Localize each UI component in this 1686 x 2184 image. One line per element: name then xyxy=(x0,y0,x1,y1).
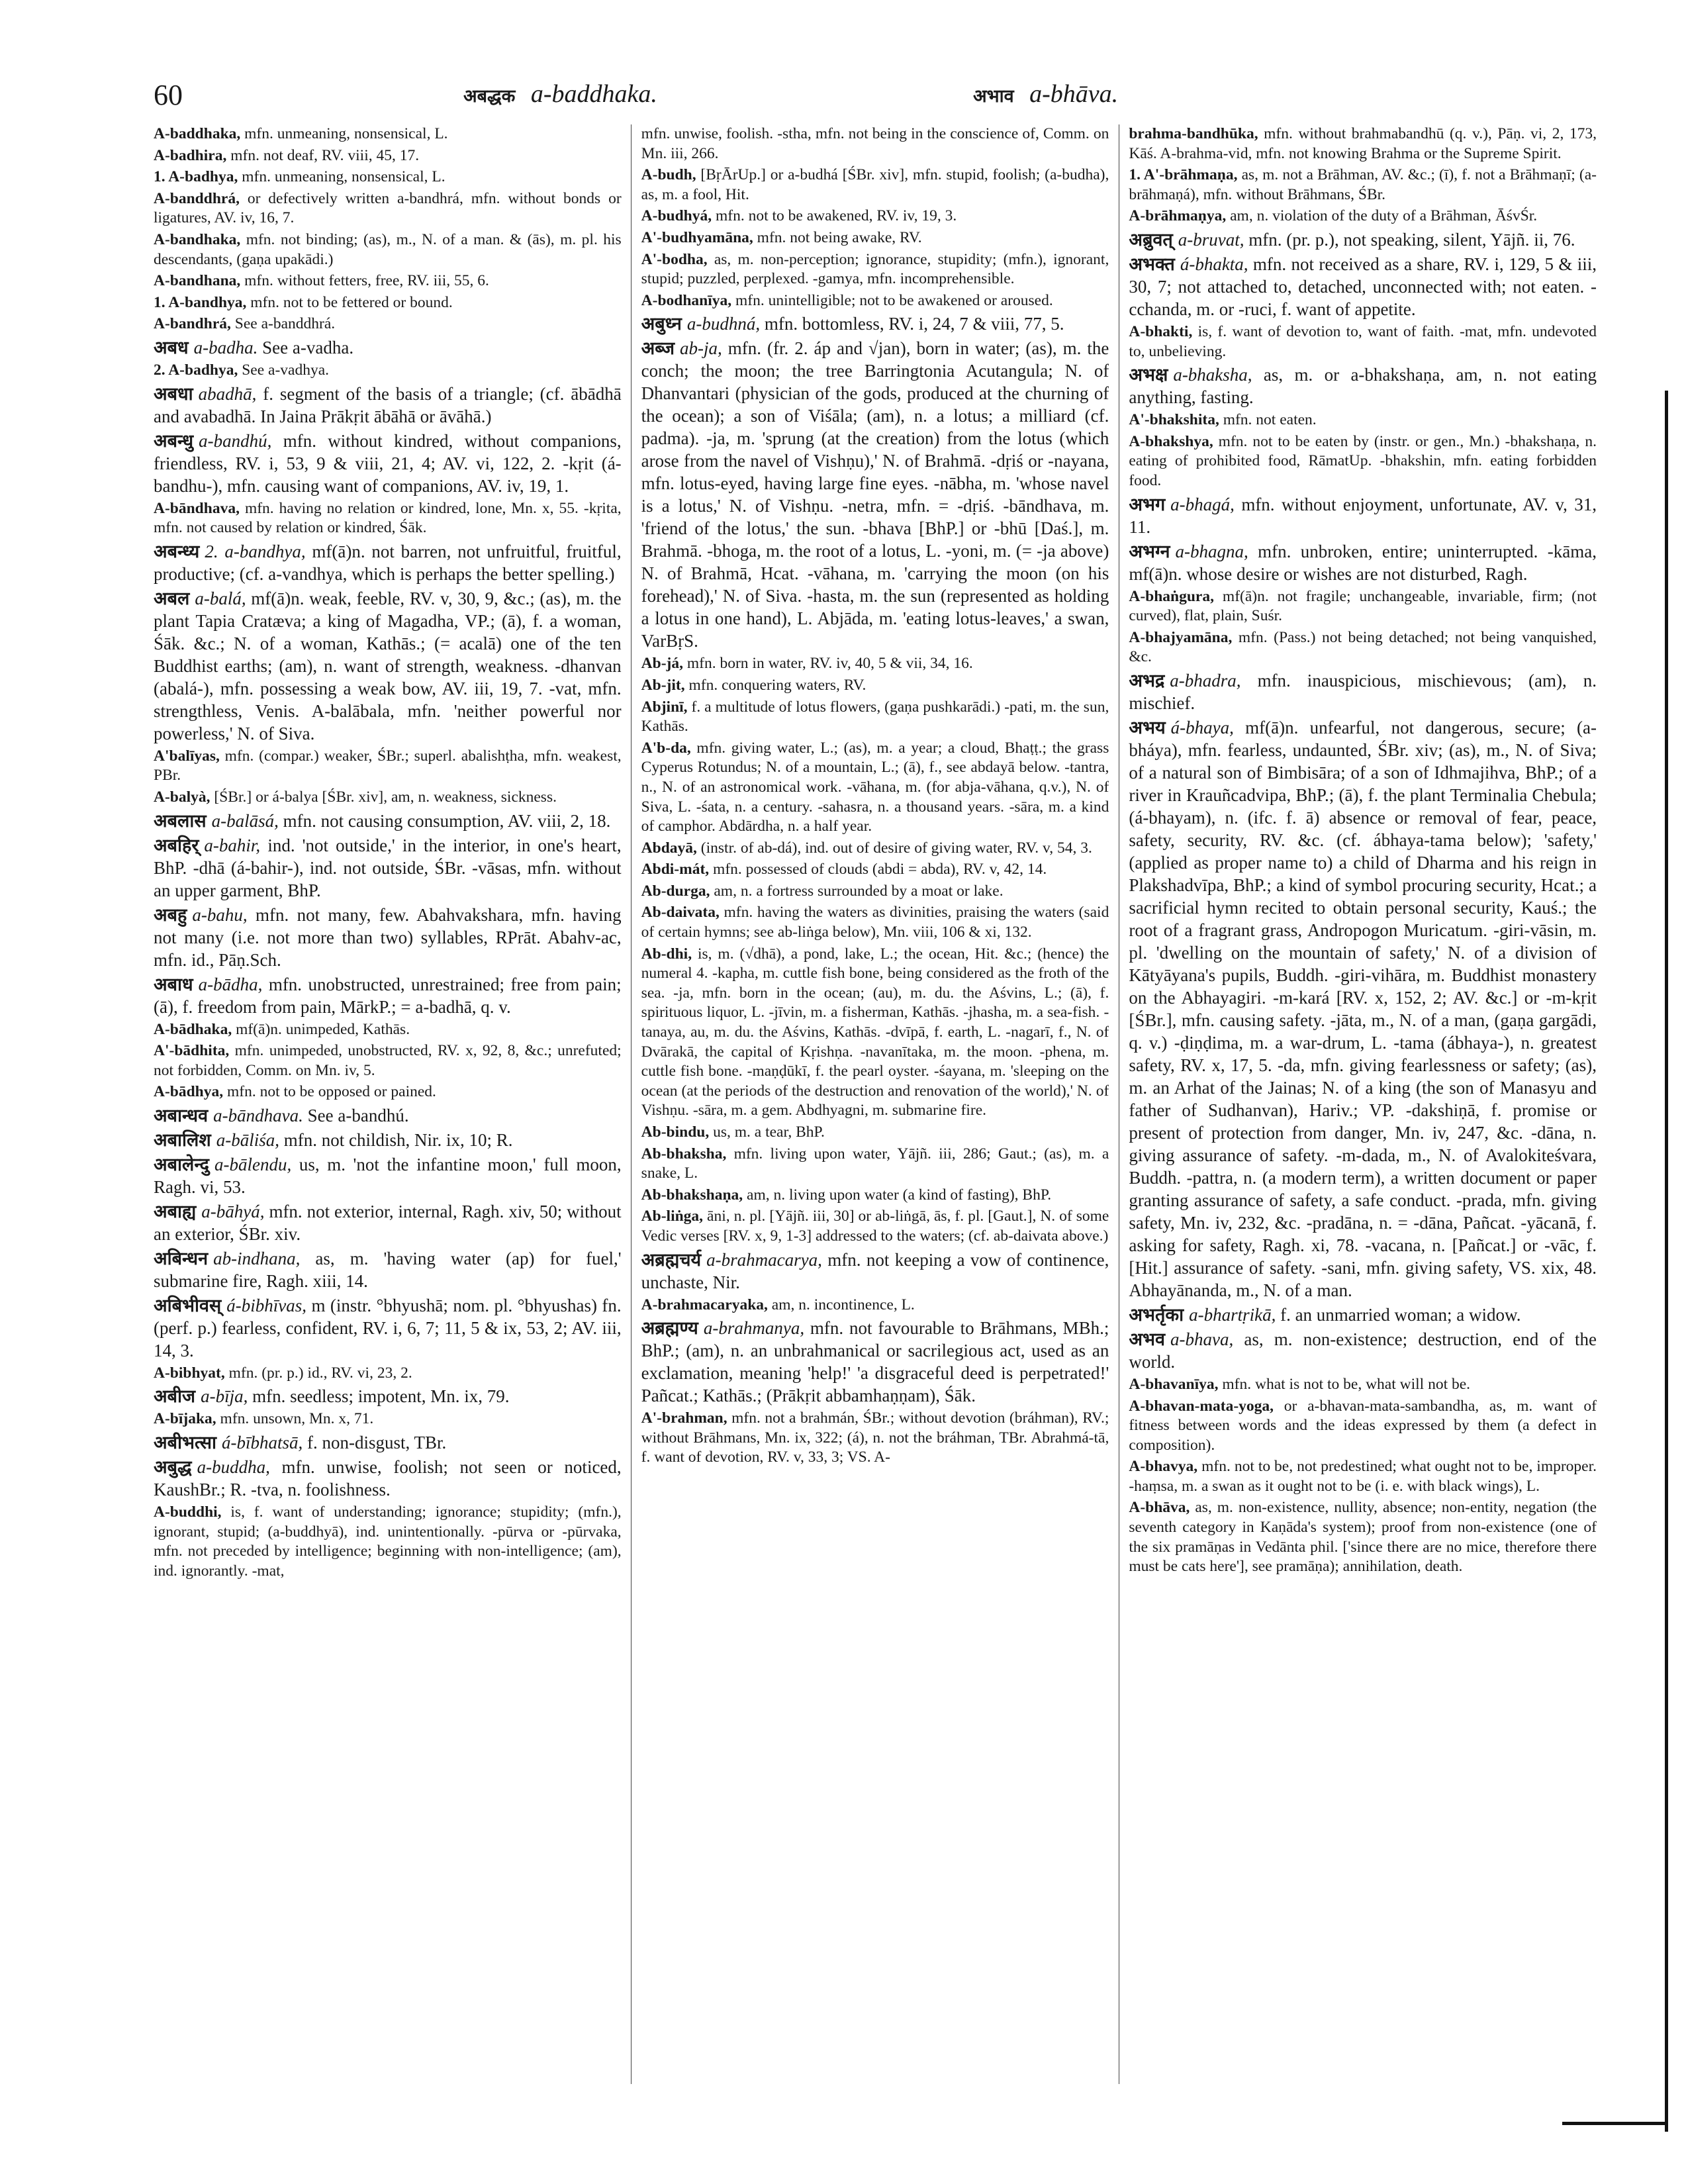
entry-definition: mfn. unimpeded, unobstructed, RV. x, 92, 8, &c.; unrefuted; not forbidden, Comm. on Mn. iv, 5. xyxy=(154,1042,622,1079)
entry-definition: [ŚBr.] or á-balya [ŚBr. xiv], am, n. weakness, sickness. xyxy=(214,788,557,806)
entry-transliteration: a-bādha, xyxy=(198,974,269,994)
entry-definition: f. non-disgust, TBr. xyxy=(307,1433,447,1453)
entry-devanagari: अबहु xyxy=(154,904,187,925)
entry-transliteration: a-brahmanya, xyxy=(703,1318,810,1339)
entry-transliteration: a-balāsá, xyxy=(211,810,283,831)
dictionary-entry xyxy=(1129,1304,1597,1326)
running-head-left-devanagari: अबद्धक xyxy=(463,86,516,106)
entry-definition: mfn. unobstructed, unrestrained; free from pain; (ā), f. freedom from pain, MārkP.; = a-badhā, q. v. xyxy=(154,974,622,1017)
dictionary-entry xyxy=(154,1020,622,1040)
entry-headword: A-bhavan-mata-yoga, xyxy=(1129,1397,1284,1415)
dictionary-entry xyxy=(154,747,622,786)
entry-headword: A-bhāva, xyxy=(1129,1499,1195,1517)
dictionary-entry xyxy=(154,540,622,585)
dictionary-entry xyxy=(641,839,1109,859)
dictionary-entry xyxy=(154,973,622,1018)
entry-transliteration: ab-indhana, xyxy=(213,1248,316,1268)
entry-definition: mfn. not a brahmán, ŚBr.; without devotion (bráhman), RV.; without Brāhmans, Mn. ix, 322; (á), n. not the bráhman, TBr. Abrahmá-tā, f. want of devotion, RV. v, 33, 3; VS. A- xyxy=(641,1409,1109,1466)
dictionary-entry xyxy=(641,1249,1109,1294)
dictionary-entry xyxy=(154,1129,622,1151)
entry-definition: as, m. or a-bhakshaṇa, am, n. not eating anything, fasting. xyxy=(1129,365,1597,408)
entry-definition: See a-banddhrá. xyxy=(234,315,336,333)
entry-transliteration: a-bhava, xyxy=(1170,1329,1244,1349)
entry-headword: A-bāndhava, xyxy=(154,499,245,517)
entry-headword: A-bandhana, xyxy=(154,272,245,290)
entry-transliteration: a-bhagá, xyxy=(1170,494,1242,514)
entry-definition: as, m. not a Brāhman, AV. &c.; (ī), f. not a Brāhmaṇī; (a-brāhmaṇá), mfn. without Brāhmans, ŚBr. xyxy=(1129,166,1597,203)
entry-definition: mfn. not to be opposed or pained. xyxy=(227,1083,436,1101)
dictionary-entry xyxy=(154,810,622,832)
entry-headword: A-budh, xyxy=(641,166,701,184)
entry-definition: mfn. possessed of clouds (abdi = abda), RV. v, 42, 14. xyxy=(713,861,1047,878)
entry-definition: mfn. not keeping a vow of continence, unchaste, Nir. xyxy=(641,1249,1109,1292)
entry-definition: mfn. born in water, RV. iv, 40, 5 & vii, 34, 16. xyxy=(686,655,973,673)
entry-headword: Ab-já, xyxy=(641,655,687,673)
entry-headword: A'-bodha, xyxy=(641,250,714,268)
entry-devanagari: अब्ज xyxy=(641,338,675,359)
entry-headword: Ab-dhi, xyxy=(641,945,698,963)
entry-definition: See a-bandhú. xyxy=(307,1105,409,1125)
entry-definition: us, m. a tear, BhP. xyxy=(713,1123,825,1141)
entry-definition: mfn. not many, few. Abahvakshara, mfn. having not many (i.e. not more than two) syllables, RPrāt. Abahv-ac, mfn. id., Pāṇ.Sch. xyxy=(154,904,622,970)
entry-definition: mf(ā)n. not barren, not unfruitful, fruitful, productive; (cf. a-vandhya, which is perhaps the better spelling.) xyxy=(154,541,622,584)
entry-definition: as, m. 'having water (ap) for fuel,' submarine fire, Ragh. xiii, 14. xyxy=(154,1248,622,1291)
entry-devanagari: अब्रह्मचर्य xyxy=(641,1249,702,1270)
entry-devanagari: अभग xyxy=(1129,494,1166,514)
entry-headword: 1. A'-brāhmaṇa, xyxy=(1129,166,1242,184)
entry-transliteration: abadhā, xyxy=(198,383,263,404)
entry-definition: mfn. what is not to be, what will not be. xyxy=(1222,1375,1471,1393)
entry-definition: am, n. living upon water (a kind of fasting), BhP. xyxy=(747,1186,1052,1204)
dictionary-entry xyxy=(154,336,622,359)
column-3 xyxy=(1129,124,1597,2111)
entry-headword: Ab-bindu, xyxy=(641,1123,714,1141)
entry-definition: mfn. (compar.) weaker, ŚBr.; superl. abalishṭha, mfn. weakest, PBr. xyxy=(154,747,622,784)
entry-definition: mfn. not favourable to Brāhmans, MBh.; BhP.; (am), n. an unbrahmanical or sacrilegious act, used as an exclamation, meaning 'help!' 'a disgraceful deed is perpetrated!' Pañcat.; Kathās.; (Prākṛit abbamhaṇṇam), Śāk. xyxy=(641,1318,1109,1406)
entry-definition: mf(ā)n. unfearful, not dangerous, secure; (a-bháya), mfn. fearless, undaunted, ŚBr. xiv; (as), m., N. of Siva; of a natural son of Bimbisāra; of a son of Idhmajihva, BhP.; of a river in Krauñcadvipa, BhP.; (ā), f. the plant Terminalia Chebula; (á-bhayam), n. (ifc. f. ā) absence or removal of fear, peace, safety, security, RV. &c. (cf. ábhaya-tama below); 'safety,' (applied as proper name to) a child of Dharma and his reign in Plakshadvīpa, BhP.; a kind of symbol procuring security, Hcat.; a sacrificial hymn recited to obtain personal security, Kauś.; the root of a fragrant grass, Andropogon Muricatum. -giri-vāsin, m. pl. 'dwelling on the mountain of safety,' N. of a division of Kātyāyana's pupils, Buddh. -giri-vihāra, m. Buddhist monastery on the Abhayagiri. -m-kará [RV. x, 152, 2; AV. &c.] or -m-kṛit [ŚBr.], mfn. causing safety. -jāta, m., N. of a man, (gaṇa gargādi, q. v.) -ḍiṇḍima, m. a war-drum, L. -tama (ábhaya-), n. greatest safety, RV. x, 17, 5. -da, mfn. giving fearlessness or safety; (as), m. an Arhat of the Jainas; N. of a king (the son of Manasyu and father of Sudhanvan), Hariv.; VP. -dakshiṇā, f. promise or present of protection from danger, Mn. iv, 247, &c. -dāna, n. giving assurance of safety. -m-dada, m., N. of Avalokiteśvara, Buddh. -pattra, n. (a modern term), a written document or paper granting assurance of safety, a safe conduct. -prada, mfn. giving safety, Mn. iv, 232, &c. -pradāna, n. = -dāna, Pañcat. -yācanā, f. asking for safety, Ragh. xi, 78. -vacana, n. [Pañcat.] or -vāc, f. [Hit.] assurance of safety. -sani, mfn. giving safety, VS. xix, 48. Abhayānanda, m., N. of a man. xyxy=(1129,717,1597,1300)
entry-headword: A-banddhrá, xyxy=(154,189,248,207)
running-head-right-transliteration: a-bhāva. xyxy=(1029,80,1119,108)
entry-transliteration: a-bhadra, xyxy=(1170,670,1258,690)
entry-transliteration: a-budhná, xyxy=(686,314,765,334)
dictionary-entry xyxy=(641,882,1109,902)
entry-definition: am, n. violation of the duty of a Brāhman, ĀśvŚr. xyxy=(1230,207,1538,225)
dictionary-entry xyxy=(154,293,622,313)
entry-headword: Ab-daivata, xyxy=(641,904,724,922)
entry-transliteration: a-bāliśa, xyxy=(216,1129,284,1150)
entry-transliteration: a-badha. xyxy=(193,337,263,357)
entry-definition: (instr. of ab-dá), ind. out of desire of giving water, RV. v, 54, 3. xyxy=(700,839,1092,857)
entry-devanagari: अभय xyxy=(1129,717,1166,737)
entry-headword: A-bādhaka, xyxy=(154,1020,236,1038)
entry-definition: as, m. non-existence, nullity, absence; non-entity, negation (the seventh category in Kaṇāda's system); proof from non-existence (one of the six pramāṇas in Vedānta phil. ['since there are no mice, therefore there must be cats here'], see pramāṇa); annihilation, death. xyxy=(1129,1499,1597,1576)
entry-definition: us, m. 'not the infantine moon,' full moon, Ragh. vi, 53. xyxy=(154,1154,622,1197)
entry-definition: as, m. non-perception; ignorance, stupidity; (mfn.), ignorant, stupid; puzzled, perplexed. -gamya, mfn. incomprehensible. xyxy=(641,250,1109,288)
running-head-left xyxy=(463,79,657,109)
entry-definition: mf(ā)n. weak, feeble, RV. v, 30, 9, &c.; (as), m. the plant Tapia Cratæva; a king of Magadha, VP.; (ā), f. a woman, Śāk. &c.; N. of a woman, Kathās.; (= acalā) one of the ten Buddhist earths; (am), n. want of strength, weakness. -dhanvan (abalá-), mfn. possessing a weak bow, AV. iii, 19, 7. -vat, mfn. strengthless, Venis. A-balābala, mfn. 'neither powerful nor powerless,' N. of Siva. xyxy=(154,588,622,743)
entry-headword: 1. A-badhya, xyxy=(154,168,242,186)
entry-headword: Ab-bhaksha, xyxy=(641,1145,734,1163)
dictionary-entry xyxy=(1129,124,1597,164)
dictionary-entry xyxy=(1129,669,1597,714)
dictionary-entry xyxy=(641,1207,1109,1246)
dictionary-entry xyxy=(641,166,1109,205)
entry-headword: A-bodhanīya, xyxy=(641,291,736,309)
dictionary-entry xyxy=(154,1503,622,1581)
entry-devanagari: अबाह्य xyxy=(154,1201,197,1221)
entry-definition: mfn. (pr. p.), not speaking, silent, Yājñ. ii, 76. xyxy=(1248,229,1575,250)
entry-definition: mfn. unintelligible; not to be awakened or aroused. xyxy=(735,291,1053,309)
entry-definition: m (instr. °bhyushā; nom. pl. °bhyushas) fn. (perf. p.) fearless, confident, RV. i, 6, 7; 11, 5 & ix, 53, 2; AV. iii, 14, 3. xyxy=(154,1295,622,1360)
entry-transliteration: á-bibhīvas, xyxy=(226,1295,312,1315)
dictionary-entry xyxy=(641,654,1109,674)
entry-devanagari: अबालेन्दु xyxy=(154,1154,210,1174)
entry-definition: mfn. without fetters, free, RV. iii, 55, 6. xyxy=(244,272,489,290)
dictionary-entry xyxy=(641,250,1109,289)
entry-devanagari: अभक्त xyxy=(1129,254,1175,274)
dictionary-entry xyxy=(1129,228,1597,251)
entry-headword: A-bījaka, xyxy=(154,1410,220,1428)
entry-headword: Ab-jit, xyxy=(641,676,689,694)
entry-definition: mfn. not eaten. xyxy=(1223,411,1317,429)
dictionary-entry xyxy=(154,189,622,228)
entry-definition: [BṛĀrUp.] or a-budhá [ŚBr. xiv], mfn. stupid, foolish; (a-budha), as, m. a fool, Hit. xyxy=(641,166,1109,203)
column-2 xyxy=(641,124,1109,2111)
entry-definition: mfn. not being awake, RV. xyxy=(757,228,922,246)
dictionary-entry xyxy=(154,499,622,538)
entry-definition: mfn. conquering waters, RV. xyxy=(688,676,866,694)
entry-definition: f. an unmarried woman; a widow. xyxy=(1280,1304,1521,1325)
entry-devanagari: अभक्ष xyxy=(1129,365,1168,385)
entry-definition: mf(ā)n. unimpeded, Kathās. xyxy=(236,1020,410,1038)
dictionary-entry xyxy=(1129,207,1597,226)
entry-headword: 1. A-bandhya, xyxy=(154,293,251,311)
entry-definition: mfn. not to be, not predestined; what ought not to be, improper. -haṃsa, m. a swan as it ought not to be (i. e. with black wings), L. xyxy=(1129,1458,1597,1495)
entry-headword: 2. A-badhya, xyxy=(154,361,242,379)
entry-definition: ind. 'not outside,' in the interior, in one's heart, BhP. -dhā (á-bahir-), ind. not outside, ŚBr. -vāsas, mfn. without an upper garment, BhP. xyxy=(154,835,622,900)
entry-headword: A-bandhrá, xyxy=(154,315,235,333)
dictionary-entry xyxy=(1129,628,1597,667)
entry-devanagari: अब्रह्मण्य xyxy=(641,1318,698,1339)
entry-devanagari: अबुद्ध xyxy=(154,1457,192,1478)
entry-headword: A'-bhakshita, xyxy=(1129,411,1223,429)
entry-headword: A-buddhi, xyxy=(154,1503,231,1521)
entry-definition: mfn. unmeaning, nonsensical, L. xyxy=(242,168,445,186)
entry-definition: mfn. not exterior, internal, Ragh. xiv, 50; without an exterior, ŚBr. xiv. xyxy=(154,1201,622,1244)
entry-definition: or defectively written a-bandhrá, mfn. without bonds or ligatures, AV. iv, 16, 7. xyxy=(154,189,622,227)
entry-devanagari: अभव xyxy=(1129,1329,1165,1349)
entry-devanagari: अबल xyxy=(154,588,190,608)
dictionary-entry xyxy=(641,945,1109,1121)
dictionary-entry xyxy=(641,312,1109,335)
entry-definition: as, m. non-existence; destruction, end of the world. xyxy=(1129,1329,1597,1372)
page-corner-rule xyxy=(1562,2122,1668,2125)
entry-definition: mfn. without brahmabandhū (q. v.), Pāṇ. vi, 2, 173, Kāś. A-brahma-vid, mfn. not knowing Brahma or the Supreme Spirit. xyxy=(1129,125,1597,162)
entry-definition: mfn. not to be awakened, RV. iv, 19, 3. xyxy=(716,207,957,225)
dictionary-entry xyxy=(1129,540,1597,585)
dictionary-entry xyxy=(154,1104,622,1127)
entry-transliteration: a-bālendu, xyxy=(214,1154,299,1174)
entry-definition: mfn. unsown, Mn. x, 71. xyxy=(220,1410,374,1428)
dictionary-entry xyxy=(641,676,1109,696)
dictionary-entry xyxy=(641,291,1109,311)
dictionary-entry xyxy=(154,430,622,497)
entry-devanagari: अबीज xyxy=(154,1386,196,1407)
entry-headword: Abdi-mát, xyxy=(641,861,714,878)
entry-definition: mfn. not received as a share, RV. i, 129, 5 & iii, 30, 7; not attached to, detached, unconnected with; not eaten. -cchanda, m. or -ruci, f. want of appetite. xyxy=(1129,254,1597,319)
entry-transliteration: a-bāndhava. xyxy=(213,1105,308,1125)
dictionary-entry xyxy=(1129,587,1597,626)
page-number: 60 xyxy=(154,79,183,111)
dictionary-entry xyxy=(1129,432,1597,491)
entry-transliteration: a-brahmacarya, xyxy=(706,1249,828,1270)
entry-headword: A-brahmacaryaka, xyxy=(641,1296,772,1313)
dictionary-entry xyxy=(154,1082,622,1102)
dictionary-entry xyxy=(154,314,622,334)
entry-definition: mfn. living upon water, Yājñ. iii, 286; Gaut.; (as), m. a snake, L. xyxy=(641,1145,1109,1182)
entry-transliteration: a-bandhú, xyxy=(199,430,283,451)
entry-headword: A'b-da, xyxy=(641,739,697,757)
entry-transliteration: a-bahir, xyxy=(204,835,268,855)
running-head-right-devanagari: अभाव xyxy=(973,86,1014,106)
dictionary-entry xyxy=(154,146,622,166)
entry-definition: See a-vadha. xyxy=(262,337,354,357)
entry-definition: mfn. inauspicious, mischievous; (am), n. mischief. xyxy=(1129,670,1597,713)
dictionary-entry xyxy=(154,271,622,291)
entry-definition: mfn. unmeaning, nonsensical, L. xyxy=(244,125,448,142)
dictionary-entry xyxy=(154,1247,622,1292)
dictionary-entry xyxy=(1129,1498,1597,1576)
entry-devanagari: अबध xyxy=(154,337,189,357)
entry-headword: A'-brahman, xyxy=(641,1409,732,1427)
entry-headword: Abjinī, xyxy=(641,698,692,716)
dictionary-entry xyxy=(641,1296,1109,1315)
entry-devanagari: अबालिश xyxy=(154,1129,211,1150)
dictionary-entry xyxy=(1129,253,1597,320)
column-1 xyxy=(154,124,622,2111)
entry-definition: mfn. not to be fettered or bound. xyxy=(250,293,453,311)
dictionary-entry xyxy=(641,337,1109,652)
dictionary-entry xyxy=(641,903,1109,942)
entry-devanagari: अबन्धु xyxy=(154,430,194,451)
dictionary-entry xyxy=(1129,1457,1597,1496)
entry-definition: mfn. (fr. 2. áp and √jan), born in water; (as), m. the conch; the moon; the tree Barringtonia Acutangula; N. of Dhanvantari (physician of the gods, produced at the churning of the ocean); a son of Viśāla; (am), n. a lotus; a milliard (cf. padma). -ja, m. 'sprung (at the creation) from the lotus (which arose from the navel of Vishṇu),' N. of Brahmā. -dṛiś or -nayana, mfn. lotus-eyed, having large fine eyes. -nābha, m. 'whose navel is a lotus,' N. of Vishṇu. -netra, mfn. = -dṛiś. -bāndhava, m. 'friend of the lotus,' the sun. -bhava [BhP.] or -bhū [Daś.], m. Brahmā. -bhoga, m. the root of a lotus, L. -yoni, m. (= -ja above) N. of Brahmā, Hcat. -vāhana, m. 'carrying the moon (on his forehead),' N. of Siva. -hasta, m. the sun (represented as holding a lotus in one hand), L. Abjāda, m. 'eating lotus-leaves,' a swan, VarBṛS. xyxy=(641,338,1109,651)
entry-definition: mfn. having the waters as divinities, praising the waters (said of certain hymns; see ab-liṅga below), Mn. viii, 106 & xi, 132. xyxy=(641,904,1109,941)
dictionary-entry xyxy=(154,167,622,187)
dictionary-entry xyxy=(1129,410,1597,430)
dictionary-entry xyxy=(154,361,622,381)
entry-definition: am, n. a fortress surrounded by a moat or lake. xyxy=(714,882,1004,900)
entry-transliteration: a-balá, xyxy=(195,588,252,608)
entry-definition: mfn. (Pass.) not being detached; not being vanquished, &c. xyxy=(1129,628,1597,666)
entry-devanagari: अबान्धव xyxy=(154,1105,209,1125)
entry-devanagari: अभग्न xyxy=(1129,541,1170,561)
entry-devanagari: अभद्र xyxy=(1129,670,1165,690)
entry-definition: āni, n. pl. [Yājñ. iii, 30] or ab-liṅgā, ās, f. pl. [Gaut.], N. of some Vedic verses [RV. x, 9, 1-3] addressed to the waters; (cf. ab-daivata above.) xyxy=(641,1208,1109,1245)
dictionary-entry xyxy=(154,904,622,971)
entry-headword: A-bhajyamāna, xyxy=(1129,628,1239,646)
entry-transliteration: ab-ja, xyxy=(680,338,728,359)
entry-devanagari: अबुध्न xyxy=(641,314,682,334)
entry-headword: brahma-bandhūka, xyxy=(1129,125,1264,142)
entry-definition: mfn. (pr. p.) id., RV. vi, 23, 2. xyxy=(228,1364,412,1382)
running-head-left-transliteration: a-baddhaka. xyxy=(530,80,657,108)
entry-headword: A-bandhaka, xyxy=(154,230,246,248)
entry-definition: mfn. not childish, Nir. ix, 10; R. xyxy=(283,1129,513,1150)
entry-definition: mfn. bottomless, RV. i, 24, 7 & viii, 77, 5. xyxy=(764,314,1064,334)
entry-headword: Ab-liṅga, xyxy=(641,1208,708,1225)
entry-headword: A'balīyas, xyxy=(154,747,225,765)
entry-headword: A'-budhyamāna, xyxy=(641,228,757,246)
dictionary-entry xyxy=(154,1294,622,1362)
dictionary-entry xyxy=(641,1317,1109,1407)
entry-headword: A-bhavanīya, xyxy=(1129,1375,1223,1393)
dictionary-entry xyxy=(154,1385,622,1407)
entry-definition: See a-vadhya. xyxy=(242,361,330,379)
dictionary-entry xyxy=(641,1123,1109,1143)
entry-definition: or a-bhavan-mata-sambandha, as, m. want of fitness between words and the ideas expressed by them (a defect in composition). xyxy=(1129,1397,1597,1454)
entry-transliteration: á-bībhatsā, xyxy=(222,1433,308,1453)
dictionary-entry xyxy=(641,860,1109,880)
page-edge-rule xyxy=(1665,391,1668,2132)
entry-definition: mfn. unwise, foolish; not seen or noticed, KaushBr.; R. -tva, n. foolishness. xyxy=(154,1457,622,1500)
dictionary-entry xyxy=(1129,166,1597,205)
entry-definition: is, f. want of devotion to, want of faith. -mat, mfn. undevoted to, unbelieving. xyxy=(1129,322,1597,360)
dictionary-entry xyxy=(1129,363,1597,408)
dictionary-columns xyxy=(154,124,1597,2111)
entry-transliteration: 2. a-bandhya, xyxy=(205,541,312,561)
entry-headword: A-baddhaka, xyxy=(154,125,245,142)
entry-transliteration: a-bhartṛikā, xyxy=(1189,1304,1281,1325)
entry-transliteration: a-bhaksha, xyxy=(1173,365,1264,385)
dictionary-entry xyxy=(154,1041,622,1080)
entry-devanagari: अबीभत्सा xyxy=(154,1433,216,1453)
entry-headword: A-badhira, xyxy=(154,146,231,164)
dictionary-entry xyxy=(641,124,1109,164)
dictionary-entry xyxy=(1129,322,1597,361)
entry-transliteration: a-bāhyá, xyxy=(201,1201,269,1221)
entry-definition: mfn. having no relation or kindred, lone, Mn. x, 55. -kṛita, mfn. not caused by relation or kindred, Śāk. xyxy=(154,499,622,537)
entry-definition: mfn. unwise, foolish. -stha, mfn. not being in the conscience of, Comm. on Mn. iii, 266. xyxy=(641,125,1109,162)
dictionary-entry xyxy=(154,1200,622,1245)
dictionary-entry xyxy=(1129,1328,1597,1373)
dictionary-entry xyxy=(154,1456,622,1501)
dictionary-entry xyxy=(1129,1375,1597,1395)
entry-headword: A-budhyá, xyxy=(641,207,716,225)
dictionary-entry xyxy=(641,739,1109,837)
entry-devanagari: अबिभीवस् xyxy=(154,1295,222,1315)
entry-transliteration: a-bīja, xyxy=(201,1386,253,1407)
entry-definition: f. segment of the basis of a triangle; (cf. ābādhā and avabadhā. In Jaina Prākṛit ābāhā or āvāhā.) xyxy=(154,383,622,426)
entry-headword: A'-bādhita, xyxy=(154,1042,235,1060)
dictionary-entry xyxy=(1129,493,1597,538)
entry-definition: mfn. without kindred, without companions, friendless, RV. i, 53, 9 & viii, 21, 4; AV. vi, 122, 2. -kṛit (á-bandhu-), mfn. causing want of companions, AV. iv, 19, 1. xyxy=(154,430,622,496)
entry-headword: A-bhaṅgura, xyxy=(1129,587,1223,605)
entry-headword: A-brāhmaṇya, xyxy=(1129,207,1231,225)
entry-headword: A-bhakti, xyxy=(1129,322,1198,340)
dictionary-entry xyxy=(154,1431,622,1454)
entry-definition: mfn. seedless; impotent, Mn. ix, 79. xyxy=(252,1386,510,1407)
dictionary-entry xyxy=(154,788,622,808)
entry-devanagari: अबिन्धन xyxy=(154,1248,209,1268)
dictionary-entry xyxy=(154,587,622,745)
dictionary-entry xyxy=(154,124,622,144)
entry-headword: A-bādhya, xyxy=(154,1083,228,1101)
entry-definition: f. a multitude of lotus flowers, (gaṇa pushkarādi.) -pati, m. the sun, Kathās. xyxy=(641,698,1109,736)
entry-definition: is, m. (√dhā), a pond, lake, L.; the ocean, Hit. &c.; (hence) the numeral 4. -kapha, m. cuttle fish bone, being considered as the froth of the sea. -ja, mfn. born in the ocean; (au), m. du. the Aśvins, L.; (ā), f. spirituous liquor, L. -jīvin, m. a fisherman, Kathās. -jhasha, m. a sea-fish. -tanaya, au, m. du. the Aśvins, Kathās. -dvīpā, f. earth, L. -nagarī, f., N. of Dvārakā, the capital of Kṛishṇa. -navanītaka, m. the moon. -phena, m. cuttle fish bone. -maṇḍūkī, f. the pearl oyster. -śayana, m. 'sleeping on the ocean (at the periods of the destruction and renovation of the world),' N. of Vishṇu. -sāra, m. a gem. Abdhyagni, m. submarine fire. xyxy=(641,945,1109,1119)
dictionary-entry xyxy=(154,383,622,428)
entry-devanagari: अबधा xyxy=(154,383,193,404)
entry-definition: mfn. not binding; (as), m., N. of a man. & (ās), m. pl. his descendants, (gaṇa upakādi.) xyxy=(154,230,622,268)
entry-devanagari: अभर्तृका xyxy=(1129,1304,1184,1325)
entry-devanagari: अबलास xyxy=(154,810,207,831)
entry-definition: mfn. not deaf, RV. viii, 45, 17. xyxy=(230,146,420,164)
entry-transliteration: á-bhaya, xyxy=(1170,717,1246,737)
dictionary-entry xyxy=(154,1409,622,1429)
entry-definition: mfn. without enjoyment, unfortunate, AV. v, 31, 11. xyxy=(1129,494,1597,537)
dictionary-entry xyxy=(1129,1397,1597,1456)
entry-definition: mfn. giving water, L.; (as), m. a year; a cloud, Bhaṭṭ.; the grass Cyperus Rotundus; N. of a mountain, L.; (ā), f., see abdayā below. -tantra, n., N. of an astronomical work. -vāhana, m. (for abja-vāhana, q.v.), N. of Siva, L. -śata, n. a century. -sahasra, n. a thousand years. -sāra, m. a kind of camphor. Abdārdha, n. a half year. xyxy=(641,739,1109,835)
entry-transliteration: á-bhakta, xyxy=(1180,254,1253,274)
entry-definition: is, f. want of understanding; ignorance; stupidity; (mfn.), ignorant, stupid; (a-buddhyā), ind. unintentionally. -pūrva or -pūrvaka, mfn. not preceded by intelligence; beginning with non-intelligence; (am), ind. ignorantly. -mat, xyxy=(154,1503,622,1580)
entry-headword: A-bhakshya, xyxy=(1129,432,1219,450)
entry-devanagari: अबहिर् xyxy=(154,835,199,855)
entry-definition: am, n. incontinence, L. xyxy=(771,1296,915,1313)
entry-devanagari: अब्रुवत् xyxy=(1129,229,1173,250)
entry-headword: A-bhavya, xyxy=(1129,1458,1202,1476)
dictionary-entry xyxy=(641,1409,1109,1468)
dictionary-entry xyxy=(641,207,1109,226)
entry-devanagari: अबन्ध्य xyxy=(154,541,200,561)
dictionary-entry xyxy=(641,1145,1109,1184)
entry-headword: Abdayā, xyxy=(641,839,701,857)
entry-definition: mfn. not to be eaten by (instr. or gen., Mn.) -bhakshaṇa, n. eating of prohibited food, RāmatUp. -bhakshin, mfn. eating forbidden food. xyxy=(1129,432,1597,489)
entry-transliteration: a-bruvat, xyxy=(1178,229,1249,250)
dictionary-entry xyxy=(641,228,1109,248)
entry-transliteration: a-bahu, xyxy=(192,904,256,925)
dictionary-entry xyxy=(154,834,622,902)
dictionary-entry xyxy=(154,1153,622,1198)
entry-definition: mf(ā)n. not fragile; unchangeable, invariable, firm; (not curved), flat, plain, Suśr. xyxy=(1129,587,1597,625)
entry-devanagari: अबाध xyxy=(154,974,193,994)
entry-headword: A-bibhyat, xyxy=(154,1364,229,1382)
dictionary-entry xyxy=(641,698,1109,737)
entry-headword: A-balyà, xyxy=(154,788,214,806)
entry-transliteration: a-bhagna, xyxy=(1175,541,1258,561)
entry-definition: mfn. not causing consumption, AV. viii, 2, 18. xyxy=(283,810,611,831)
dictionary-entry xyxy=(641,1186,1109,1206)
entry-headword: Ab-bhakshaṇa, xyxy=(641,1186,747,1204)
running-head-right xyxy=(973,79,1118,109)
dictionary-entry xyxy=(154,230,622,269)
entry-transliteration: a-buddha, xyxy=(197,1457,282,1478)
entry-definition: mfn. unbroken, entire; uninterrupted. -kāma, mf(ā)n. whose desire or wishes are not disturbed, Ragh. xyxy=(1129,541,1597,584)
dictionary-entry xyxy=(1129,716,1597,1302)
entry-headword: Ab-durga, xyxy=(641,882,714,900)
dictionary-entry xyxy=(154,1364,622,1384)
